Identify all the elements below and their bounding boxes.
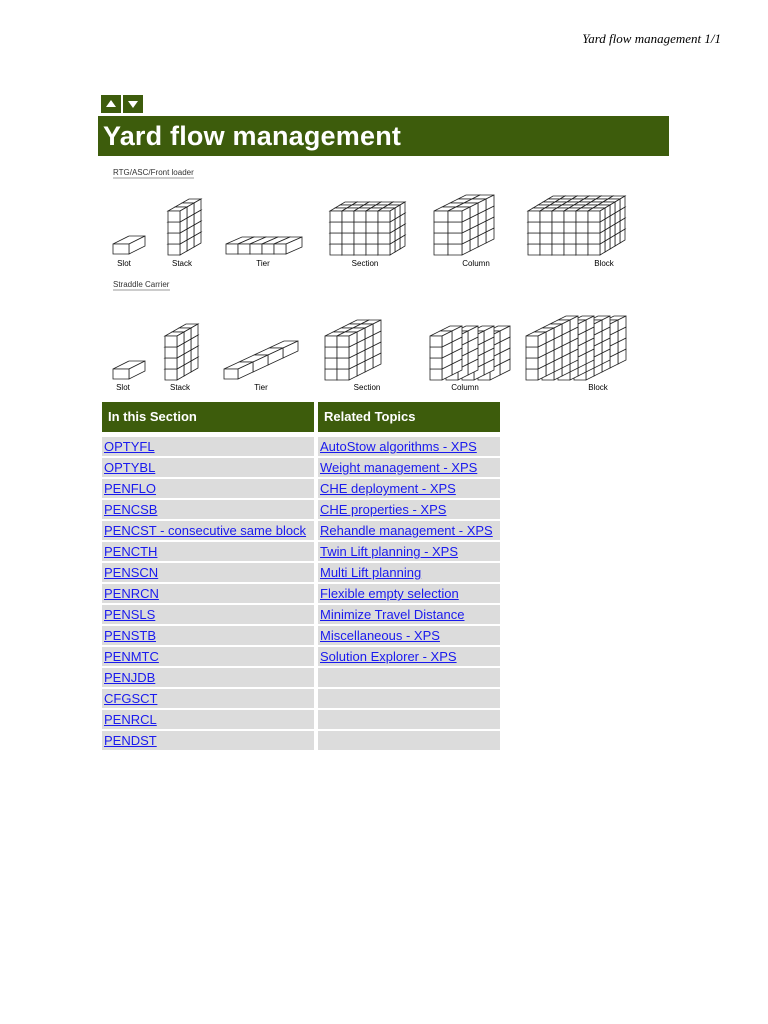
table-row	[102, 647, 314, 666]
topic-link[interactable]: PENDST	[104, 733, 157, 748]
navigation-arrows	[101, 95, 143, 113]
topic-link[interactable]: Weight management - XPS	[320, 460, 478, 475]
group1-item-label: Slot	[117, 259, 131, 268]
topic-link[interactable]: PENCSB	[104, 502, 158, 517]
topic-link[interactable]: OPTYFL	[104, 439, 155, 454]
topic-link[interactable]: CHE deployment - XPS	[320, 481, 456, 496]
topic-link[interactable]: PENCTH	[104, 544, 158, 559]
table-row	[102, 710, 314, 729]
table-row	[102, 584, 314, 603]
straddle-carrier-shapes-row	[113, 316, 626, 380]
group1-item-label: Stack	[171, 259, 193, 268]
group1-item-label: Block	[594, 259, 614, 268]
table-row	[102, 500, 314, 519]
table-row	[318, 647, 500, 666]
group2-item-label: Slot	[116, 383, 130, 392]
related-topics-table	[318, 402, 500, 752]
topic-link[interactable]: CFGSCT	[104, 691, 158, 706]
table-row	[102, 626, 314, 645]
page-title: Yard flow management	[103, 121, 402, 151]
topic-link[interactable]: Rehandle management - XPS	[320, 523, 493, 538]
group1-label: RTG/ASC/Front loader	[113, 168, 194, 177]
topic-link[interactable]: PENMTC	[104, 649, 159, 664]
table-row	[102, 542, 314, 561]
topic-link[interactable]: Flexible empty selection	[320, 586, 459, 601]
topic-link[interactable]: AutoStow algorithms - XPS	[320, 439, 477, 454]
table-row	[318, 521, 500, 540]
in-this-section-table	[102, 402, 314, 752]
topic-link[interactable]: PENRCN	[104, 586, 159, 601]
yard-hierarchy-diagram	[108, 164, 664, 396]
running-header: Yard flow management 1/1	[582, 31, 721, 46]
topic-link[interactable]: PENCST - consecutive same block	[104, 523, 307, 538]
group1-item-label: Column	[462, 259, 490, 268]
table-row	[102, 689, 314, 708]
group2-item-label: Column	[451, 383, 479, 392]
empty-table-row	[318, 731, 500, 750]
arrow-up-icon	[105, 99, 117, 109]
topic-link[interactable]: OPTYBL	[104, 460, 156, 475]
table-row	[102, 605, 314, 624]
group2-item-label: Block	[588, 383, 608, 392]
topic-link[interactable]: Minimize Travel Distance	[320, 607, 465, 622]
in-this-section-heading: In this Section	[102, 402, 314, 432]
topic-link[interactable]: PENRCL	[104, 712, 157, 727]
table-row	[318, 563, 500, 582]
related-topics-heading: Related Topics	[318, 402, 500, 432]
topic-link[interactable]: CHE properties - XPS	[320, 502, 447, 517]
next-topic-button[interactable]	[123, 95, 143, 113]
table-row	[318, 584, 500, 603]
empty-table-row	[318, 710, 500, 729]
group2-item-label: Section	[353, 383, 381, 392]
table-row	[102, 437, 314, 456]
table-row	[102, 479, 314, 498]
group2-item-label: Tier	[254, 383, 268, 392]
table-row	[318, 437, 500, 456]
topic-link[interactable]: PENSCN	[104, 565, 159, 580]
table-row	[102, 668, 314, 687]
group2-label: Straddle Carrier	[113, 280, 170, 289]
topic-link[interactable]: PENSTB	[104, 628, 157, 643]
empty-table-row	[318, 689, 500, 708]
title-bar	[98, 116, 669, 156]
table-row	[102, 563, 314, 582]
topic-link[interactable]: Twin Lift planning - XPS	[320, 544, 459, 559]
rtg-shapes-row	[113, 195, 625, 255]
table-row	[102, 521, 314, 540]
table-row	[102, 731, 314, 750]
table-row	[318, 542, 500, 561]
empty-table-row	[318, 668, 500, 687]
arrow-down-icon	[127, 99, 139, 109]
table-row	[318, 500, 500, 519]
group1-item-label: Section	[351, 259, 379, 268]
table-row	[318, 479, 500, 498]
topic-link[interactable]: PENFLO	[104, 481, 157, 496]
table-row	[318, 626, 500, 645]
group2-item-label: Stack	[169, 383, 191, 392]
topic-link[interactable]: Miscellaneous - XPS	[320, 628, 440, 643]
topic-link[interactable]: PENJDB	[104, 670, 156, 685]
topic-link[interactable]: PENSLS	[104, 607, 156, 622]
topic-link[interactable]: Multi Lift planning	[320, 565, 422, 580]
table-row	[318, 605, 500, 624]
group1-item-label: Tier	[256, 259, 270, 268]
table-row	[102, 458, 314, 477]
previous-topic-button[interactable]	[101, 95, 121, 113]
table-row	[318, 458, 500, 477]
topic-link[interactable]: Solution Explorer - XPS	[320, 649, 457, 664]
